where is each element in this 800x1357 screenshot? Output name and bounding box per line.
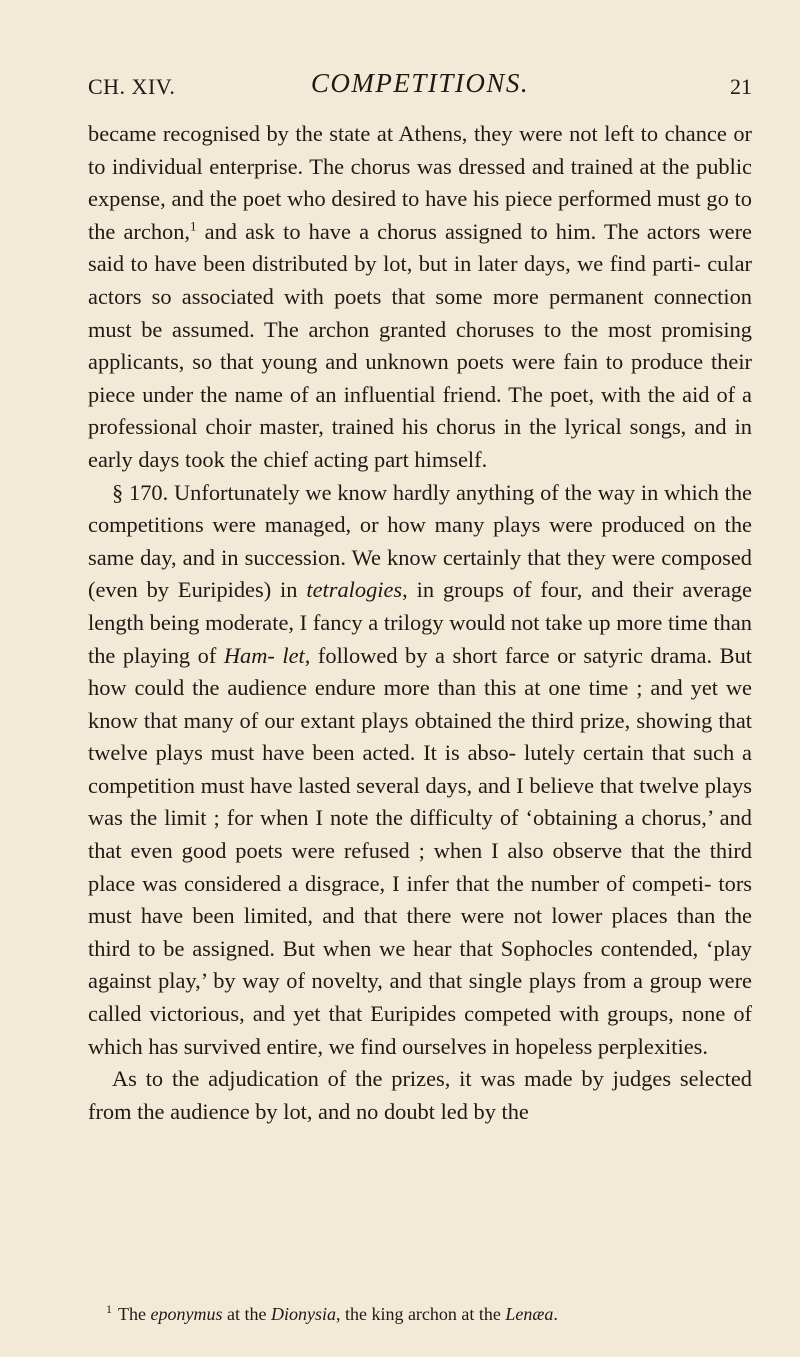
paragraph	[88, 1063, 752, 1128]
text-run: at the	[222, 1304, 271, 1324]
text-run: and ask to have a chorus assigned to him. The actors were said to have been distributed by lot, but in later days, we find parti- cular actors so associated with poets that some more permanent connection must be assumed. The archon granted choruses to the most promising applicants, so that young and unknown poets were fain to produce their piece under the name of an influential friend. The poet, with the aid of a professional choir master, trained his chorus in the lyrical songs, and in early days took the chief acting part himself.	[88, 218, 752, 472]
italic-term: Ham- let	[223, 642, 305, 668]
italic-term: Lenæa	[505, 1304, 554, 1324]
paragraph	[88, 118, 752, 477]
text-run: became recognised by the state at Athens, they were not left to chance or to individual enterprise. The chorus was dressed and trained at the public expense, and the poet who desired to have his piece performed must go to the archon,	[88, 121, 752, 244]
footnote	[106, 1302, 752, 1326]
text-run: § 170. Unfortunately we know hardly anything of the way in which the competitions were managed, or how many plays were produced on the same day, and in succession. We know certainly that they were composed (even by Euripides) in	[88, 479, 752, 603]
footnote-text	[118, 1304, 558, 1324]
text-run: As to the adjudication of the prizes, it was made by judges selected from the audience by lot, and no doubt led by the	[88, 1066, 752, 1124]
footnote-marker: 1	[106, 1302, 112, 1316]
chapter-label: CH. XIV.	[88, 74, 176, 99]
text-run: .	[553, 1304, 558, 1324]
running-title: COMPETITIONS.	[310, 68, 530, 98]
italic-term: Dionysia	[270, 1304, 336, 1324]
text-run: , in groups of four, and their average length being moderate, I fancy a trilogy would not take up more time than the playing of	[88, 577, 752, 668]
text-run: , followed by a short farce or satyric drama. But how could the audience endure more than this at one time ; and yet we know that many of our extant plays obtained the third prize, showing that twelve plays must have been acted. It is abso- lutely certain that such a competition must have lasted several days, and I believe that twelve plays was the limit ; for when I note the difficulty of ‘obtaining a chorus,’ and that even good poets were refused ; when I also observe that the third place was considered a disgrace, I infer that the number of competi- tors must have been limited, and that there were not lower places than the third to be assigned. But when we hear that Sophocles contended, ‘play against play,’ by way of novelty, and that single plays from a group were called victorious, and yet that Euripides competed with groups, none of which has survived entire, we find ourselves in hopeless perplexities.	[88, 642, 752, 1059]
body-text	[88, 118, 752, 1128]
paragraph	[88, 477, 752, 1064]
text-run: , the king archon at the	[335, 1304, 506, 1324]
italic-term: tetralogies	[306, 577, 403, 603]
text-run: The	[118, 1304, 151, 1324]
page-number: 21	[730, 74, 752, 99]
running-head	[88, 62, 752, 102]
footnote-reference: 1	[190, 218, 197, 234]
italic-term: eponymus	[150, 1304, 223, 1324]
